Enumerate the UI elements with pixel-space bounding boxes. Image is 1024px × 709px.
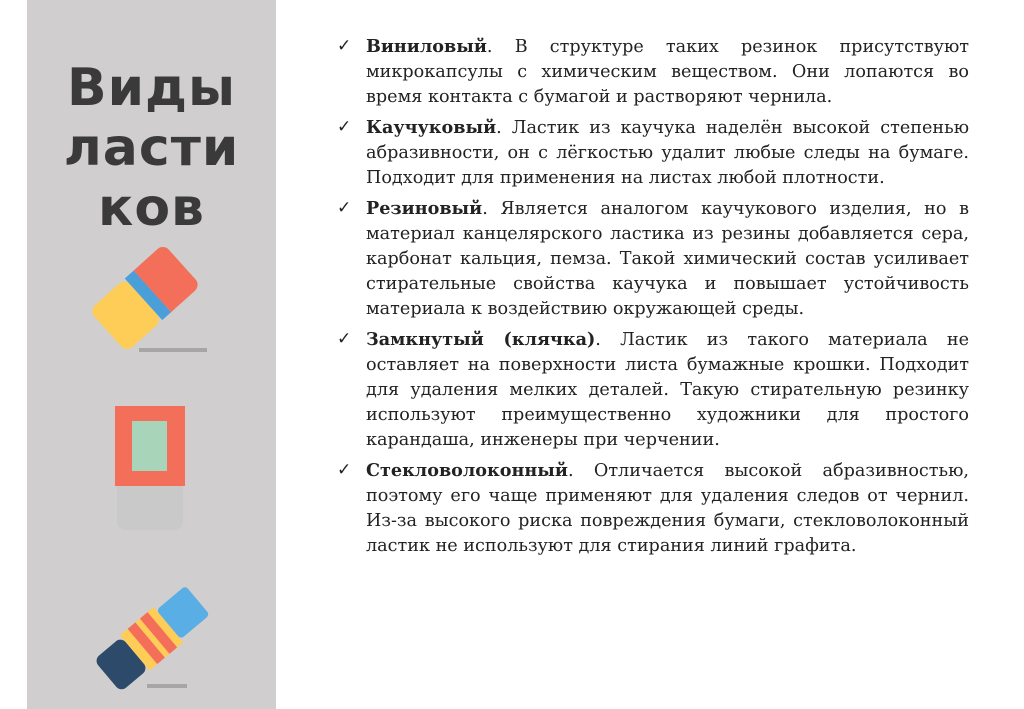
item-term: Замкнутый (клячка) [366, 329, 596, 350]
list-item: ✓ Резиновый. Является аналогом каучукового изделия, но в материал канцелярского ластика из резины добавляется сера, карбонат кальция, пемза. Такой химический состав усиливает стирательные свойства каучука и повышает устойчивость материала к воздействию окружающей среды. [337, 198, 969, 319]
item-term: Резиновый [366, 198, 483, 219]
page-title [27, 58, 276, 238]
item-text: Ластик из каучука наделён высокой степенью абразивности, он с лёгкостью удалит любые следы на бумаге. Подходит для применения на листах любой плотности. [366, 118, 970, 188]
item-text: В структуре таких резинок присутствуют микрокапсулы с химическим веществом. Они лопаются во время контакта с бумагой и растворяют чернила. [366, 37, 970, 107]
list-item: ✓ Стекловолоконный. Отличается высокой абразивностью, поэтому его чаще применяют для удаления следов от чернил. Из-за высокого риска повреждения бумаги, стекловолоконный ластик не используют для стирания линий графита. [337, 460, 969, 556]
checkmark-icon: ✓ [337, 117, 352, 137]
item-text: Является аналогом каучукового изделия, но в материал канцелярского ластика из резины добавляется сера, карбонат кальция, пемза. Такой химический состав усиливает стирательные свойства каучука и повышает устойчивость материала к воздействию окружающей среды. [366, 199, 969, 319]
item-term: Виниловый [366, 36, 487, 57]
pencil-eraser-icon [89, 580, 229, 698]
item-text: Отличается высокой абразивностью, поэтому его чаще применяют для удаления следов от чернил. Из-за высокого риска повреждения бумаги, стекловолоконный ластик не используют для стирания линий графита. [366, 461, 969, 556]
item-term: Каучуковый [366, 117, 497, 138]
item-term: Стекловолоконный [366, 460, 568, 481]
checkmark-icon: ✓ [337, 460, 352, 480]
list-item: ✓ Каучуковый. Ластик из каучука наделён высокой степенью абразивности, он с лёгкостью удалит любые следы на бумаге. Подходит для применения на листах любой плотности. [337, 117, 970, 188]
item-text: Ластик из такого материала не оставляет на поверхности листа бумажные крошки. Подходит для удаления мелких деталей. Такую стирательную резинку используют преимущественно художники для простого карандаша, инженеры при черчении. [366, 330, 969, 450]
checkmark-icon: ✓ [337, 36, 352, 56]
checkmark-icon: ✓ [337, 198, 352, 218]
eraser-types-list [337, 34, 969, 564]
eraser-icon [87, 238, 217, 363]
list-item: ✓ Замкнутый (клячка). Ластик из такого материала не оставляет на поверхности листа бумажные крошки. Подходит для удаления мелких деталей. Такую стирательную резинку используют преимущественно художники для простого карандаша, инженеры при черчении. [337, 329, 969, 450]
sidebar-panel [27, 0, 276, 709]
checkmark-icon: ✓ [337, 329, 352, 349]
title-line-1: Виды [66, 58, 237, 118]
list-item: ✓ Виниловый. В структуре таких резинок присутствуют микрокапсулы с химическим веществом. Они лопаются во время контакта с бумагой и растворяют чернила. [337, 36, 970, 107]
title-line-3: ков [98, 178, 205, 238]
frame-eraser-icon [111, 406, 191, 534]
title-line-2: ласти [63, 118, 240, 178]
